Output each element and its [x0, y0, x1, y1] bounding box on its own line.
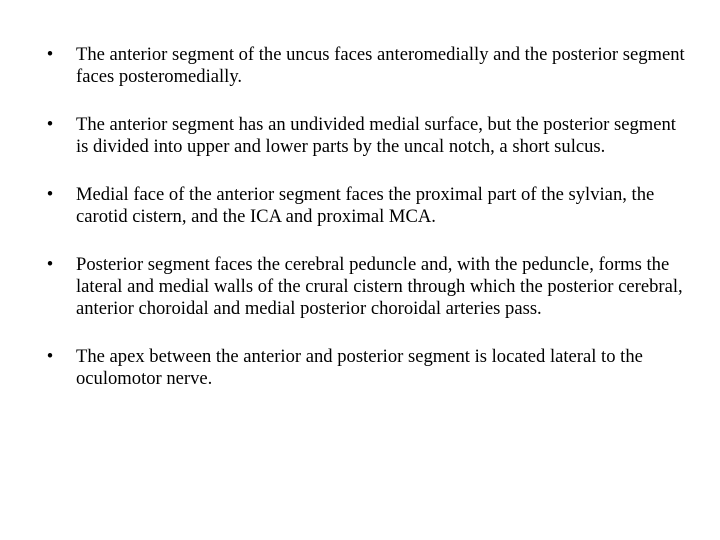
bullet-text: Medial face of the anterior segment faces the proximal part of the sylvian, the carotid cistern, and the ICA and proximal MCA. — [76, 184, 655, 227]
list-item — [40, 254, 690, 320]
bullet-marker: • — [46, 254, 54, 275]
list-item — [40, 114, 690, 158]
list-item — [40, 184, 690, 228]
bullet-marker: • — [46, 346, 54, 367]
bullet-text: The apex between the anterior and posterior segment is located lateral to the oculomotor nerve. — [76, 346, 643, 389]
bullet-marker: • — [46, 184, 54, 205]
bullet-text: The anterior segment has an undivided medial surface, but the posterior segment is divided into upper and lower parts by the uncal notch, a short sulcus. — [76, 114, 676, 157]
bullet-marker: • — [46, 44, 54, 65]
list-item — [40, 44, 690, 88]
bullet-text: The anterior segment of the uncus faces anteromedially and the posterior segment faces posteromedially. — [76, 44, 685, 87]
bullet-list — [40, 44, 690, 416]
list-item — [40, 346, 690, 390]
bullet-text: Posterior segment faces the cerebral peduncle and, with the peduncle, forms the lateral and medial walls of the crural cistern through which the posterior cerebral, anterior choroidal and medial posterior choroidal arteries pass. — [76, 254, 683, 319]
bullet-marker: • — [46, 114, 54, 135]
